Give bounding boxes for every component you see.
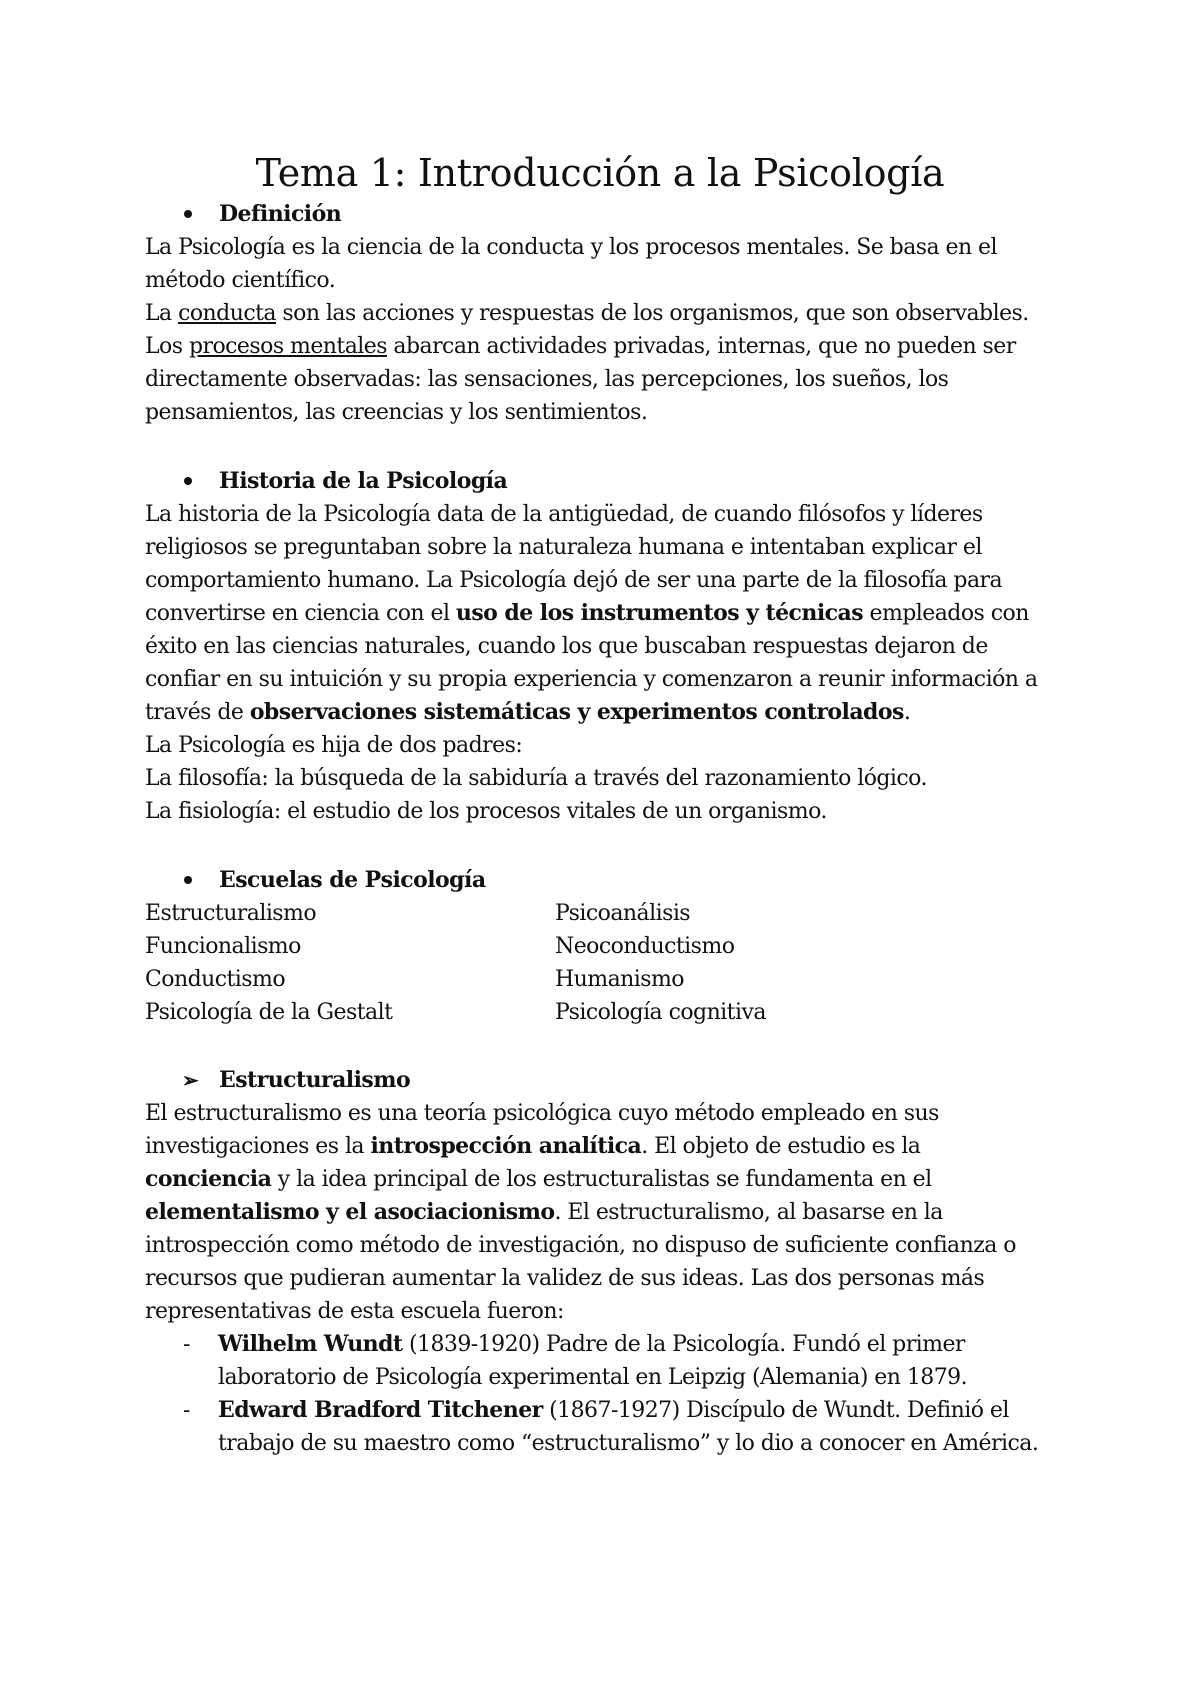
paragraph-line: introspección como método de investigación, no dispuso de suficiente confianza o [145,1233,1016,1258]
paragraph-line: La fisiología: el estudio de los procesos vitales de un organismo. [145,799,827,824]
paragraph-line: El estructuralismo es una teoría psicológica cuyo método empleado en sus [145,1101,939,1126]
person-name: Wilhelm Wundt [218,1331,403,1357]
paragraph-line: comportamiento humano. La Psicología dejó de ser una parte de la filosofía para [145,568,1003,593]
section-heading-estructuralismo: ➢ Estructuralismo [182,1064,410,1097]
school-name: Neoconductismo [555,934,735,959]
section-heading-escuelas: Escuelas de Psicología [182,864,486,897]
paragraph-line: pensamientos, las creencias y los sentimientos. [145,400,648,425]
bullet-icon [182,864,219,897]
section-heading-definicion: Definición [182,198,341,231]
school-name: Psicología de la Gestalt [145,1000,393,1025]
paragraph-line: Los procesos mentales abarcan actividades privadas, internas, que no pueden ser [145,334,1016,359]
underlined-term: procesos mentales [188,334,387,359]
paragraph-line: método científico. [145,268,336,293]
school-name: Estructuralismo [145,901,317,926]
bullet-icon [182,465,219,498]
paragraph-line: La Psicología es la ciencia de la conducta y los procesos mentales. Se basa en el [145,235,997,260]
paragraph-line: convertirse en ciencia con el uso de los instrumentos y técnicas empleados con [145,600,1029,626]
paragraph-line: recursos que pudieran aumentar la validez de sus ideas. Las dos personas más [145,1266,985,1291]
paragraph-line: La filosofía: la búsqueda de la sabiduría a través del razonamiento lógico. [145,766,927,791]
school-name: Funcionalismo [145,934,301,959]
section-heading-historia: Historia de la Psicología [182,465,507,498]
list-item-line: trabajo de su maestro como “estructuralismo” y lo dio a conocer en América. [218,1431,1039,1456]
bold-phrase: conciencia [145,1166,272,1192]
bold-phrase: uso de los instrumentos y técnicas [455,600,864,626]
page-title: Tema 1: Introducción a la Psicología [255,151,945,195]
list-item-line: laboratorio de Psicología experimental en Leipzig (Alemania) en 1879. [218,1365,968,1390]
underlined-term: conducta [178,301,276,326]
bold-phrase: introspección analítica [370,1133,642,1159]
list-item-titchener: Edward Bradford Titchener (1867-1927) Discípulo de Wundt. Definió el [218,1397,1009,1423]
bold-phrase: elementalismo y el asociacionismo [145,1199,555,1225]
dash-bullet-icon: - [183,1398,190,1423]
bullet-icon [182,198,219,231]
paragraph-line: éxito en las ciencias naturales, cuando los que buscaban respuestas dejaron de [145,634,988,659]
paragraph-line: conciencia y la idea principal de los estructuralistas se fundamenta en el [145,1166,932,1192]
dash-bullet-icon: - [183,1332,190,1357]
paragraph-line: investigaciones es la introspección analítica. El objeto de estudio es la [145,1133,921,1159]
paragraph-line: través de observaciones sistemáticas y experimentos controlados. [145,699,911,725]
paragraph-line: La conducta son las acciones y respuestas de los organismos, que son observables. [145,301,1029,326]
list-item-wundt: Wilhelm Wundt (1839-1920) Padre de la Psicología. Fundó el primer [218,1331,965,1357]
paragraph-line: La historia de la Psicología data de la antigüedad, de cuando filósofos y líderes [145,502,983,527]
arrow-bullet-icon: ➢ [182,1068,199,1092]
school-name: Psicoanálisis [555,901,691,926]
paragraph-line: directamente observadas: las sensaciones, las percepciones, los sueños, los [145,367,949,392]
school-name: Psicología cognitiva [555,1000,766,1025]
school-name: Conductismo [145,967,286,992]
paragraph-line: elementalismo y el asociacionismo. El estructuralismo, al basarse en la [145,1199,943,1225]
person-name: Edward Bradford Titchener [218,1397,543,1423]
paragraph-line: confiar en su intuición y su propia experiencia y comenzaron a reunir información a [145,667,1038,692]
school-name: Humanismo [555,967,684,992]
paragraph-line: religiosos se preguntaban sobre la naturaleza humana e intentaban explicar el [145,535,982,560]
bold-phrase: observaciones sistemáticas y experimentos controlados [249,699,904,725]
paragraph-line: representativas de esta escuela fueron: [145,1299,564,1324]
paragraph-line: La Psicología es hija de dos padres: [145,733,523,758]
